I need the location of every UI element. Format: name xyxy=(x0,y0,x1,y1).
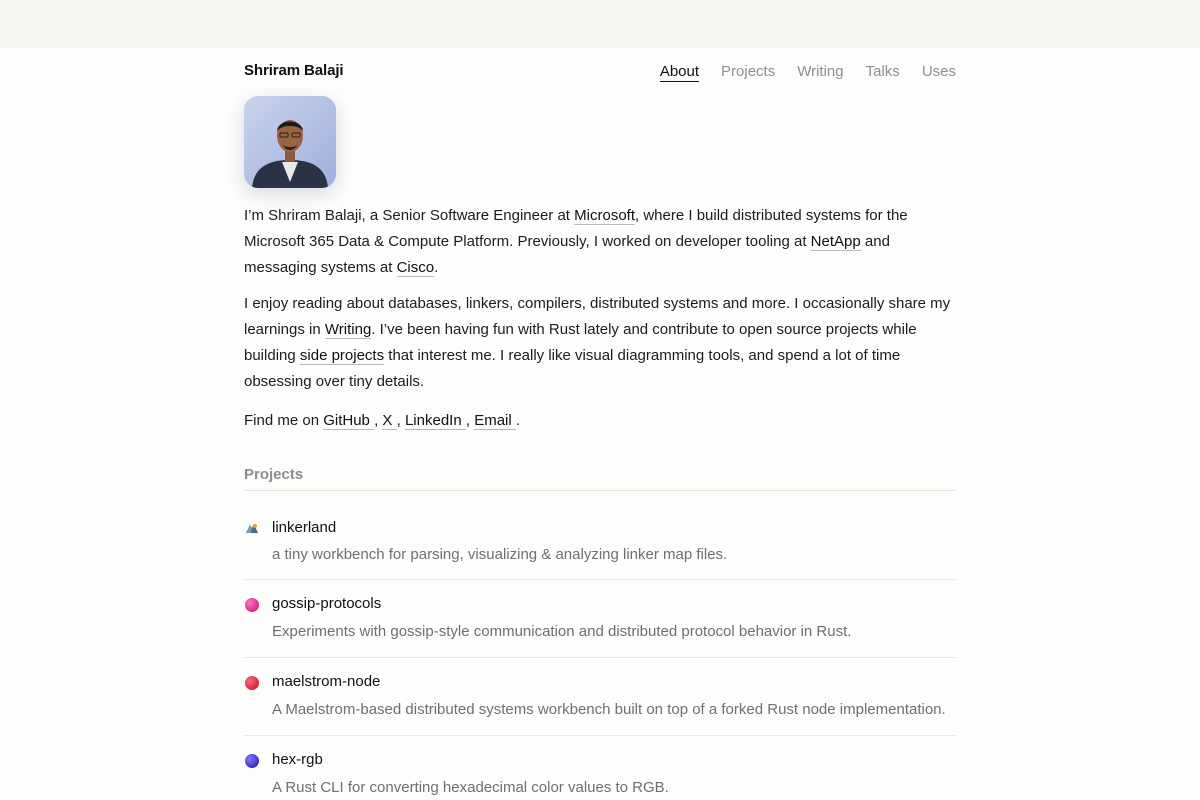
projects-list xyxy=(244,508,956,800)
project-item-maelstrom-node[interactable] xyxy=(244,658,956,736)
github-link[interactable]: GitHub xyxy=(323,412,375,429)
project-name: linkerland xyxy=(272,519,337,536)
writing-link[interactable]: Writing xyxy=(324,321,372,338)
linkerland-logo-icon xyxy=(245,521,259,535)
side-projects-link[interactable]: side projects xyxy=(299,347,385,364)
cisco-link[interactable]: Cisco xyxy=(396,259,435,276)
bio-paragraph-2 xyxy=(244,291,956,395)
site-title[interactable]: Shriram Balaji xyxy=(244,62,344,79)
nav-projects[interactable]: Projects xyxy=(721,63,776,80)
project-description: Experiments with gossip-style communication and distributed protocol behavior in Rust. xyxy=(272,623,852,640)
bio-text: . xyxy=(434,259,439,276)
nav-talks[interactable]: Talks xyxy=(865,63,900,80)
avatar xyxy=(244,96,336,188)
microsoft-link[interactable]: Microsoft xyxy=(574,207,635,224)
project-color-dot-icon xyxy=(245,676,259,690)
project-item-gossip-protocols[interactable] xyxy=(244,580,956,658)
separator: . xyxy=(515,412,521,429)
separator: , xyxy=(396,412,405,429)
bio-text: Find me on xyxy=(244,412,324,429)
nav-about[interactable]: About xyxy=(659,63,700,80)
project-name: hex-rgb xyxy=(272,751,323,768)
avatar-photo xyxy=(244,96,336,188)
project-description: a tiny workbench for parsing, visualizing & analyzing linker map files. xyxy=(272,546,728,563)
bio-text: , where I build distributed systems for the Microsoft 365 Data & Compute Platform. Previously, I worked on developer tooling at xyxy=(244,207,908,250)
project-description: A Rust CLI for converting hexadecimal color values to RGB. xyxy=(272,779,669,796)
bio xyxy=(244,203,956,444)
social-links xyxy=(244,408,956,434)
project-item-linkerland[interactable] xyxy=(244,508,956,580)
linkedin-link[interactable]: LinkedIn xyxy=(404,412,466,429)
bio-text: I’m Shriram Balaji, a Senior Software Engineer at xyxy=(244,207,575,224)
bio-text: that interest me. I really like visual diagramming tools, and spend a lot of time obsessing over tiny details. xyxy=(244,347,901,390)
main-nav xyxy=(660,63,956,82)
bio-paragraph-1 xyxy=(244,203,956,281)
bio-text: and messaging systems at xyxy=(244,233,890,276)
nav-writing[interactable]: Writing xyxy=(797,63,844,80)
nav-uses[interactable]: Uses xyxy=(921,63,956,80)
netapp-link[interactable]: NetApp xyxy=(810,233,861,250)
page-container xyxy=(244,0,956,800)
project-description: A Maelstrom-based distributed systems workbench built on top of a forked Rust node implementation. xyxy=(272,701,946,718)
separator: , xyxy=(374,412,383,429)
project-name: gossip-protocols xyxy=(272,595,382,612)
email-link[interactable]: Email xyxy=(474,412,516,429)
project-color-dot-icon xyxy=(245,754,259,768)
project-item-hex-rgb[interactable] xyxy=(244,736,956,800)
separator: , xyxy=(465,412,475,429)
projects-heading: Projects xyxy=(244,466,956,491)
x-link[interactable]: X xyxy=(382,412,397,429)
bio-text: I enjoy reading about databases, linkers, compilers, distributed systems and more. I occasionally share my learnings in xyxy=(244,295,951,338)
site-header xyxy=(244,62,956,84)
bio-text: . I’ve been having fun with Rust lately and contribute to open source projects while building xyxy=(244,321,917,364)
project-name: maelstrom-node xyxy=(272,673,381,690)
project-color-dot-icon xyxy=(245,598,259,612)
